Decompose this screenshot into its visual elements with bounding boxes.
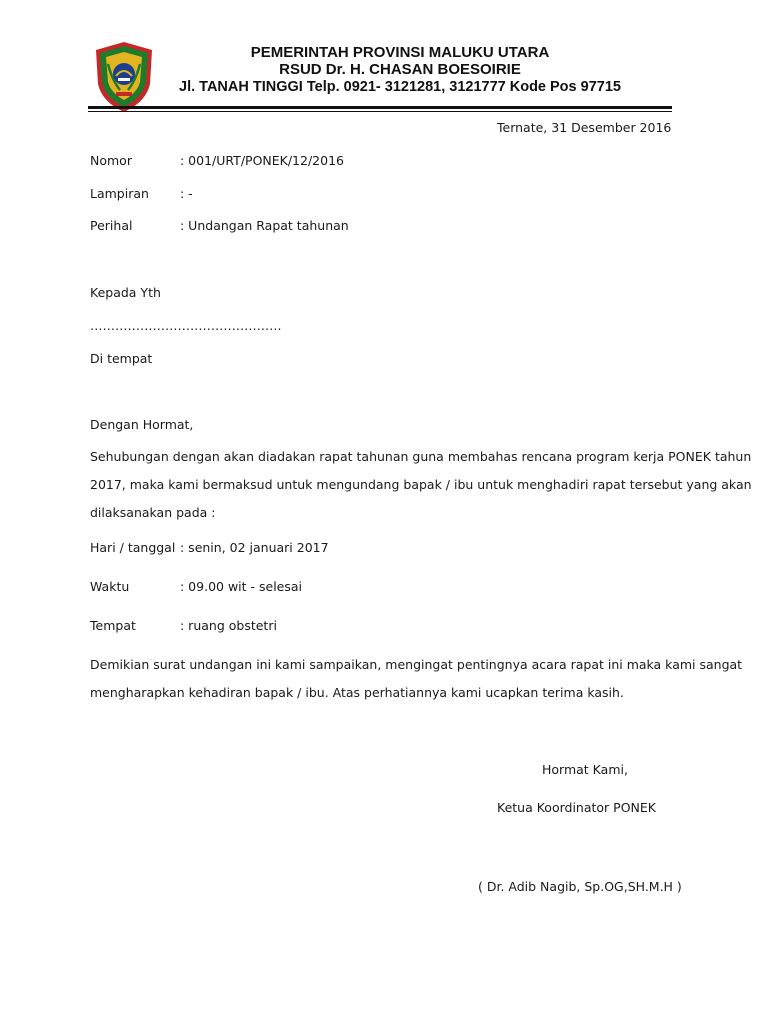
letterhead-divider-thick [88, 106, 672, 109]
hari-value: : senin, 02 januari 2017 [180, 540, 329, 555]
tempat-value: : ruang obstetri [180, 618, 277, 633]
letterhead-line-2: RSUD Dr. H. CHASAN BOESOIRIE [279, 61, 521, 78]
recipient-dots: ………………………………………. [90, 318, 282, 333]
closing-paragraph [90, 657, 743, 713]
letter-date: Ternate, 31 Desember 2016 [497, 120, 672, 135]
greeting: Dengan Hormat, [90, 417, 194, 432]
letterhead-line-3: Jl. TANAH TINGGI Telp. 0921- 3121281, 3121777 Kode Pos 97715 [179, 79, 621, 95]
signature-hormat: Hormat Kami, [542, 762, 628, 777]
hari-label: Hari / tanggal [90, 540, 176, 555]
waktu-value: : 09.00 wit - selesai [180, 579, 303, 594]
intro-line: Sehubungan dengan akan diadakan rapat tahunan guna membahas rencana program kerja PONEK tahun [90, 449, 752, 464]
intro-line: 2017, maka kami bermaksud untuk mengundang bapak / ibu untuk menghadiri rapat tersebut yang akan [90, 477, 752, 492]
province-emblem-logo [92, 40, 156, 114]
closing-line: Demikian surat undangan ini kami sampaikan, mengingat pentingnya acara rapat ini maka kami sangat [90, 657, 743, 672]
closing-line: mengharapkan kehadiran bapak / ibu. Atas perhatiannya kami ucapkan terima kasih. [90, 685, 624, 700]
waktu-label: Waktu [90, 579, 130, 594]
kepada-yth: Kepada Yth [90, 285, 161, 300]
lampiran-label: Lampiran [90, 186, 149, 201]
letterhead-divider-thin [88, 111, 672, 112]
signature-nama: ( Dr. Adib Nagib, Sp.OG,SH.M.H ) [478, 879, 682, 894]
intro-line: dilaksanakan pada : [90, 505, 216, 520]
intro-paragraph [90, 449, 752, 533]
signature-jabatan: Ketua Koordinator PONEK [497, 800, 656, 815]
perihal-value: : Undangan Rapat tahunan [180, 218, 349, 233]
nomor-label: Nomor [90, 153, 132, 168]
lampiran-value: : - [180, 186, 193, 201]
letterhead-line-1: PEMERINTAH PROVINSI MALUKU UTARA [250, 44, 550, 61]
perihal-label: Perihal [90, 218, 133, 233]
letterhead [170, 44, 630, 97]
tempat-label: Tempat [90, 618, 136, 633]
nomor-value: : 001/URT/PONEK/12/2016 [180, 153, 344, 168]
di-tempat: Di tempat [90, 351, 153, 366]
